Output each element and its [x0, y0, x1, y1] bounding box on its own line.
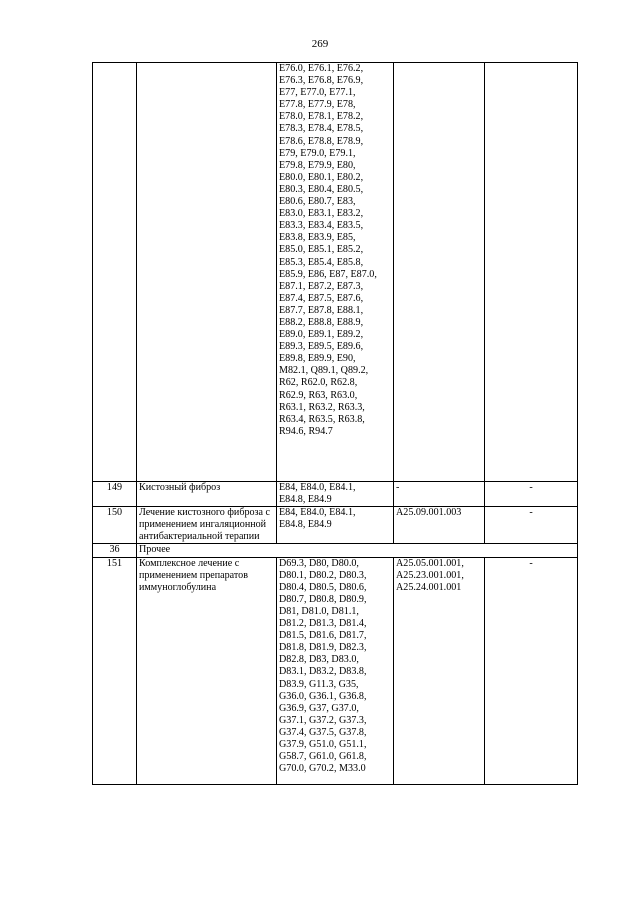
cell-line: A25.09.001.003: [396, 507, 462, 519]
row-number-cell: 149: [93, 482, 137, 507]
cell-line: E83.0, E83.1, E83.2,: [279, 208, 364, 220]
section-row: [93, 544, 578, 557]
cell-line: E89.0, E89.1, E89.2,: [279, 329, 364, 341]
row-number-cell: [93, 63, 137, 482]
cell-line: D69.3, D80, D80.0,: [279, 557, 359, 569]
row-number-cell: 150: [93, 507, 137, 544]
cell-line: E78.6, E78.8, E78.9,: [279, 135, 364, 147]
cell-line: R63.4, R63.5, R63.8,: [279, 413, 365, 425]
cell-line: E85.3, E85.4, E85.8,: [279, 256, 364, 268]
row-services-cell: [394, 507, 485, 544]
row-name-cell: Комплексное лечение с применением препаратов иммуноглобулина: [137, 557, 277, 784]
cell-line: E84.8, E84.9: [279, 519, 332, 531]
row-name-cell: Лечение кистозного фиброза с применением ингаляционной антибактериальной терапии: [137, 507, 277, 544]
row-codes-cell: [277, 482, 394, 507]
cell-line: R62, R62.0, R62.8,: [279, 377, 358, 389]
cell-line: R63.1, R63.2, R63.3,: [279, 401, 365, 413]
table-row: [93, 557, 578, 784]
cell-line: R62.9, R63, R63.0,: [279, 389, 358, 401]
row-extra-cell: -: [485, 507, 578, 544]
cell-line: E89.3, E89.5, E89.6,: [279, 341, 364, 353]
section-title-cell: Прочее: [137, 544, 578, 557]
cell-line: D83.9, G11.3, G35,: [279, 678, 359, 690]
cell-line: E84, E84.0, E84.1,: [279, 507, 356, 519]
section-number-cell: 36: [93, 544, 137, 557]
cell-line: E76.0, E76.1, E76.2,: [279, 63, 364, 74]
document-table: [92, 62, 578, 785]
cell-line: D81.5, D81.6, D81.7,: [279, 630, 367, 642]
table-row: [93, 482, 578, 507]
cell-line: E89.8, E89.9, E90,: [279, 353, 356, 365]
cell-line: E76.3, E76.8, E76.9,: [279, 75, 364, 87]
cell-line: G37.1, G37.2, G37.3,: [279, 714, 367, 726]
cell-line: G37.9, G51.0, G51.1,: [279, 738, 367, 750]
table-row: [93, 63, 578, 482]
table-row: [93, 507, 578, 544]
cell-line: R94.6, R94.7: [279, 425, 333, 437]
cell-line: E85.0, E85.1, E85.2,: [279, 244, 364, 256]
row-services-cell: [394, 557, 485, 784]
row-name-cell: [137, 63, 277, 482]
cell-line: E78.3, E78.4, E78.5,: [279, 123, 364, 135]
cell-line: E84, E84.0, E84.1,: [279, 482, 356, 493]
cell-line: D81.8, D81.9, D82.3,: [279, 642, 367, 654]
row-number-cell: 151: [93, 557, 137, 784]
cell-line: E77.8, E77.9, E78,: [279, 99, 356, 111]
row-extra-cell: [485, 63, 578, 482]
row-extra-cell: -: [485, 557, 578, 784]
cell-line: E79.8, E79.9, E80,: [279, 159, 356, 171]
cell-line: D82.8, D83, D83.0,: [279, 654, 359, 666]
row-extra-cell: -: [485, 482, 578, 507]
cell-line: E87.7, E87.8, E88.1,: [279, 304, 364, 316]
cell-line: E80.6, E80.7, E83,: [279, 196, 356, 208]
cell-line: D83.1, D83.2, D83.8,: [279, 666, 367, 678]
cell-line: G36.0, G36.1, G36.8,: [279, 690, 367, 702]
cell-line: E87.1, E87.2, E87.3,: [279, 280, 364, 292]
cell-line: D81.2, D81.3, D81.4,: [279, 618, 367, 630]
cell-line: E85.9, E86, E87, E87.0,: [279, 268, 377, 280]
cell-line: D81, D81.0, D81.1,: [279, 605, 359, 617]
cell-line: E84.8, E84.9: [279, 494, 332, 506]
row-name-cell: Кистозный фиброз: [137, 482, 277, 507]
row-services-cell: [394, 482, 485, 507]
row-codes-cell: [277, 557, 394, 784]
cell-line: E83.3, E83.4, E83.5,: [279, 220, 364, 232]
cell-line: E88.2, E88.8, E88.9,: [279, 316, 364, 328]
row-services-cell: [394, 63, 485, 482]
cell-line: M82.1, Q89.1, Q89.2,: [279, 365, 369, 377]
page-number: 269: [311, 38, 329, 50]
cell-line: D80.1, D80.2, D80.3,: [279, 569, 367, 581]
row-codes-cell: [277, 63, 394, 482]
cell-line: D80.4, D80.5, D80.6,: [279, 581, 367, 593]
cell-line: E80.3, E80.4, E80.5,: [279, 183, 364, 195]
cell-line: E87.4, E87.5, E87.6,: [279, 292, 364, 304]
row-codes-cell: [277, 507, 394, 544]
cell-line: E77, E77.0, E77.1,: [279, 87, 356, 99]
cell-line: G37.4, G37.5, G37.8,: [279, 726, 367, 738]
cell-line: A25.23.001.001,: [396, 569, 464, 581]
cell-line: G58.7, G61.0, G61.8,: [279, 751, 367, 763]
cell-line: E80.0, E80.1, E80.2,: [279, 171, 364, 183]
cell-line: E78.0, E78.1, E78.2,: [279, 111, 364, 123]
cell-line: E83.8, E83.9, E85,: [279, 232, 356, 244]
cell-line: G36.9, G37, G37.0,: [279, 702, 359, 714]
cell-line: -: [396, 482, 400, 493]
cell-line: A25.24.001.001: [396, 581, 462, 593]
cell-line: G70.0, G70.2, M33.0: [279, 763, 366, 775]
cell-line: A25.05.001.001,: [396, 557, 464, 569]
cell-line: E79, E79.0, E79.1,: [279, 147, 356, 159]
cell-line: D80.7, D80.8, D80.9,: [279, 593, 367, 605]
